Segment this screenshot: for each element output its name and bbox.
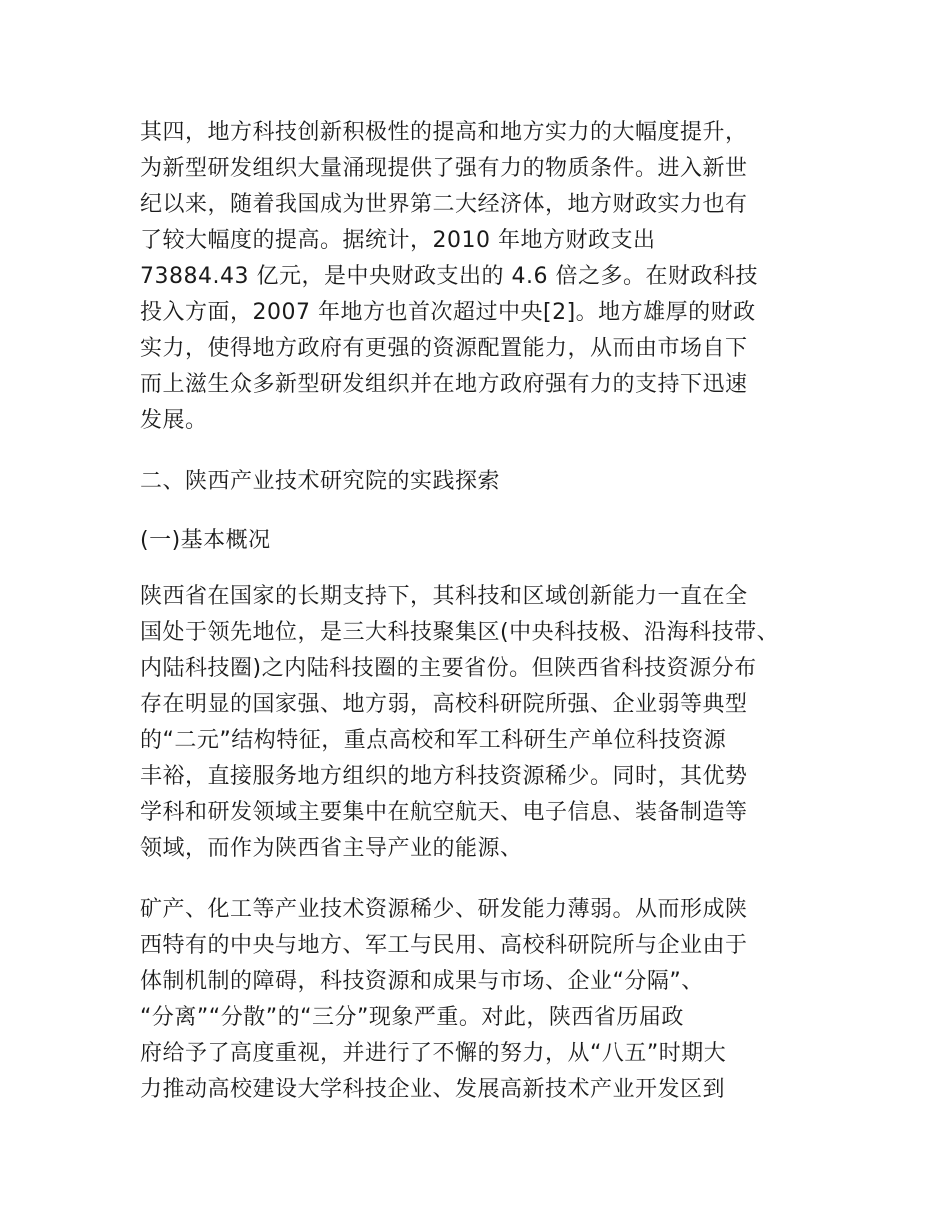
text-line: 矿产、化工等产业技术资源稀少、研发能力薄弱。从而形成陕 xyxy=(140,897,748,922)
text-line: 了较大幅度的提高。据统计，2010 年地方财政支出 xyxy=(140,228,656,253)
text-line: 陕西省在国家的长期支持下，其科技和区域创新能力一直在全 xyxy=(140,584,748,609)
text-line: 体制机制的障碍，科技资源和成果与市场、企业“分隔”、 xyxy=(140,969,704,994)
text-line: 国处于领先地位，是三大科技聚集区(中央科技极、沿海科技带、 xyxy=(140,620,780,645)
text-line: 丰裕，直接服务地方组织的地方科技资源稀少。同时，其优势 xyxy=(140,764,748,789)
text-line: 的“二元”结构特征，重点高校和军工科研生产单位科技资源 xyxy=(140,728,727,753)
text-line: 而上滋生众多新型研发组织并在地方政府强有力的支持下迅速 xyxy=(140,372,748,397)
text-line: 领域，而作为陕西省主导产业的能源、 xyxy=(140,836,523,861)
text-line: 其四，地方科技创新积极性的提高和地方实力的大幅度提升， xyxy=(140,120,748,145)
text-line: 实力，使得地方政府有更强的资源配置能力，从而由市场自下 xyxy=(140,336,748,361)
text-line: “分离”“分散”的“三分”现象严重。对此，陕西省历届政 xyxy=(140,1005,684,1030)
text-line: 力推动高校建设大学科技企业、发展高新技术产业开发区到 xyxy=(140,1077,726,1102)
text-line: 投入方面，2007 年地方也首次超过中央[2]。地方雄厚的财政 xyxy=(140,300,756,325)
section-heading: 二、陕西产业技术研究院的实践探索 xyxy=(140,469,501,494)
text-line: 学科和研发领域主要集中在航空航天、电子信息、装备制造等 xyxy=(140,800,748,825)
text-line: 存在明显的国家强、地方弱，高校科研院所强、企业弱等典型 xyxy=(140,692,748,717)
text-line: 内陆科技圈)之内陆科技圈的主要省份。但陕西省科技资源分布 xyxy=(140,656,757,681)
text-line: 发展。 xyxy=(140,408,208,433)
subsection-heading: (一)基本概况 xyxy=(140,528,271,553)
text-line: 为新型研发组织大量涌现提供了强有力的物质条件。进入新世 xyxy=(140,156,748,181)
text-line: 73884.43 亿元，是中央财政支出的 4.6 倍之多。在财政科技 xyxy=(140,264,758,289)
text-line: 府给予了高度重视，并进行了不懈的努力，从“八五”时期大 xyxy=(140,1041,727,1066)
text-line: 西特有的中央与地方、军工与民用、高校科研院所与企业由于 xyxy=(140,933,748,958)
text-line: 纪以来，随着我国成为世界第二大经济体，地方财政实力也有 xyxy=(140,192,748,217)
